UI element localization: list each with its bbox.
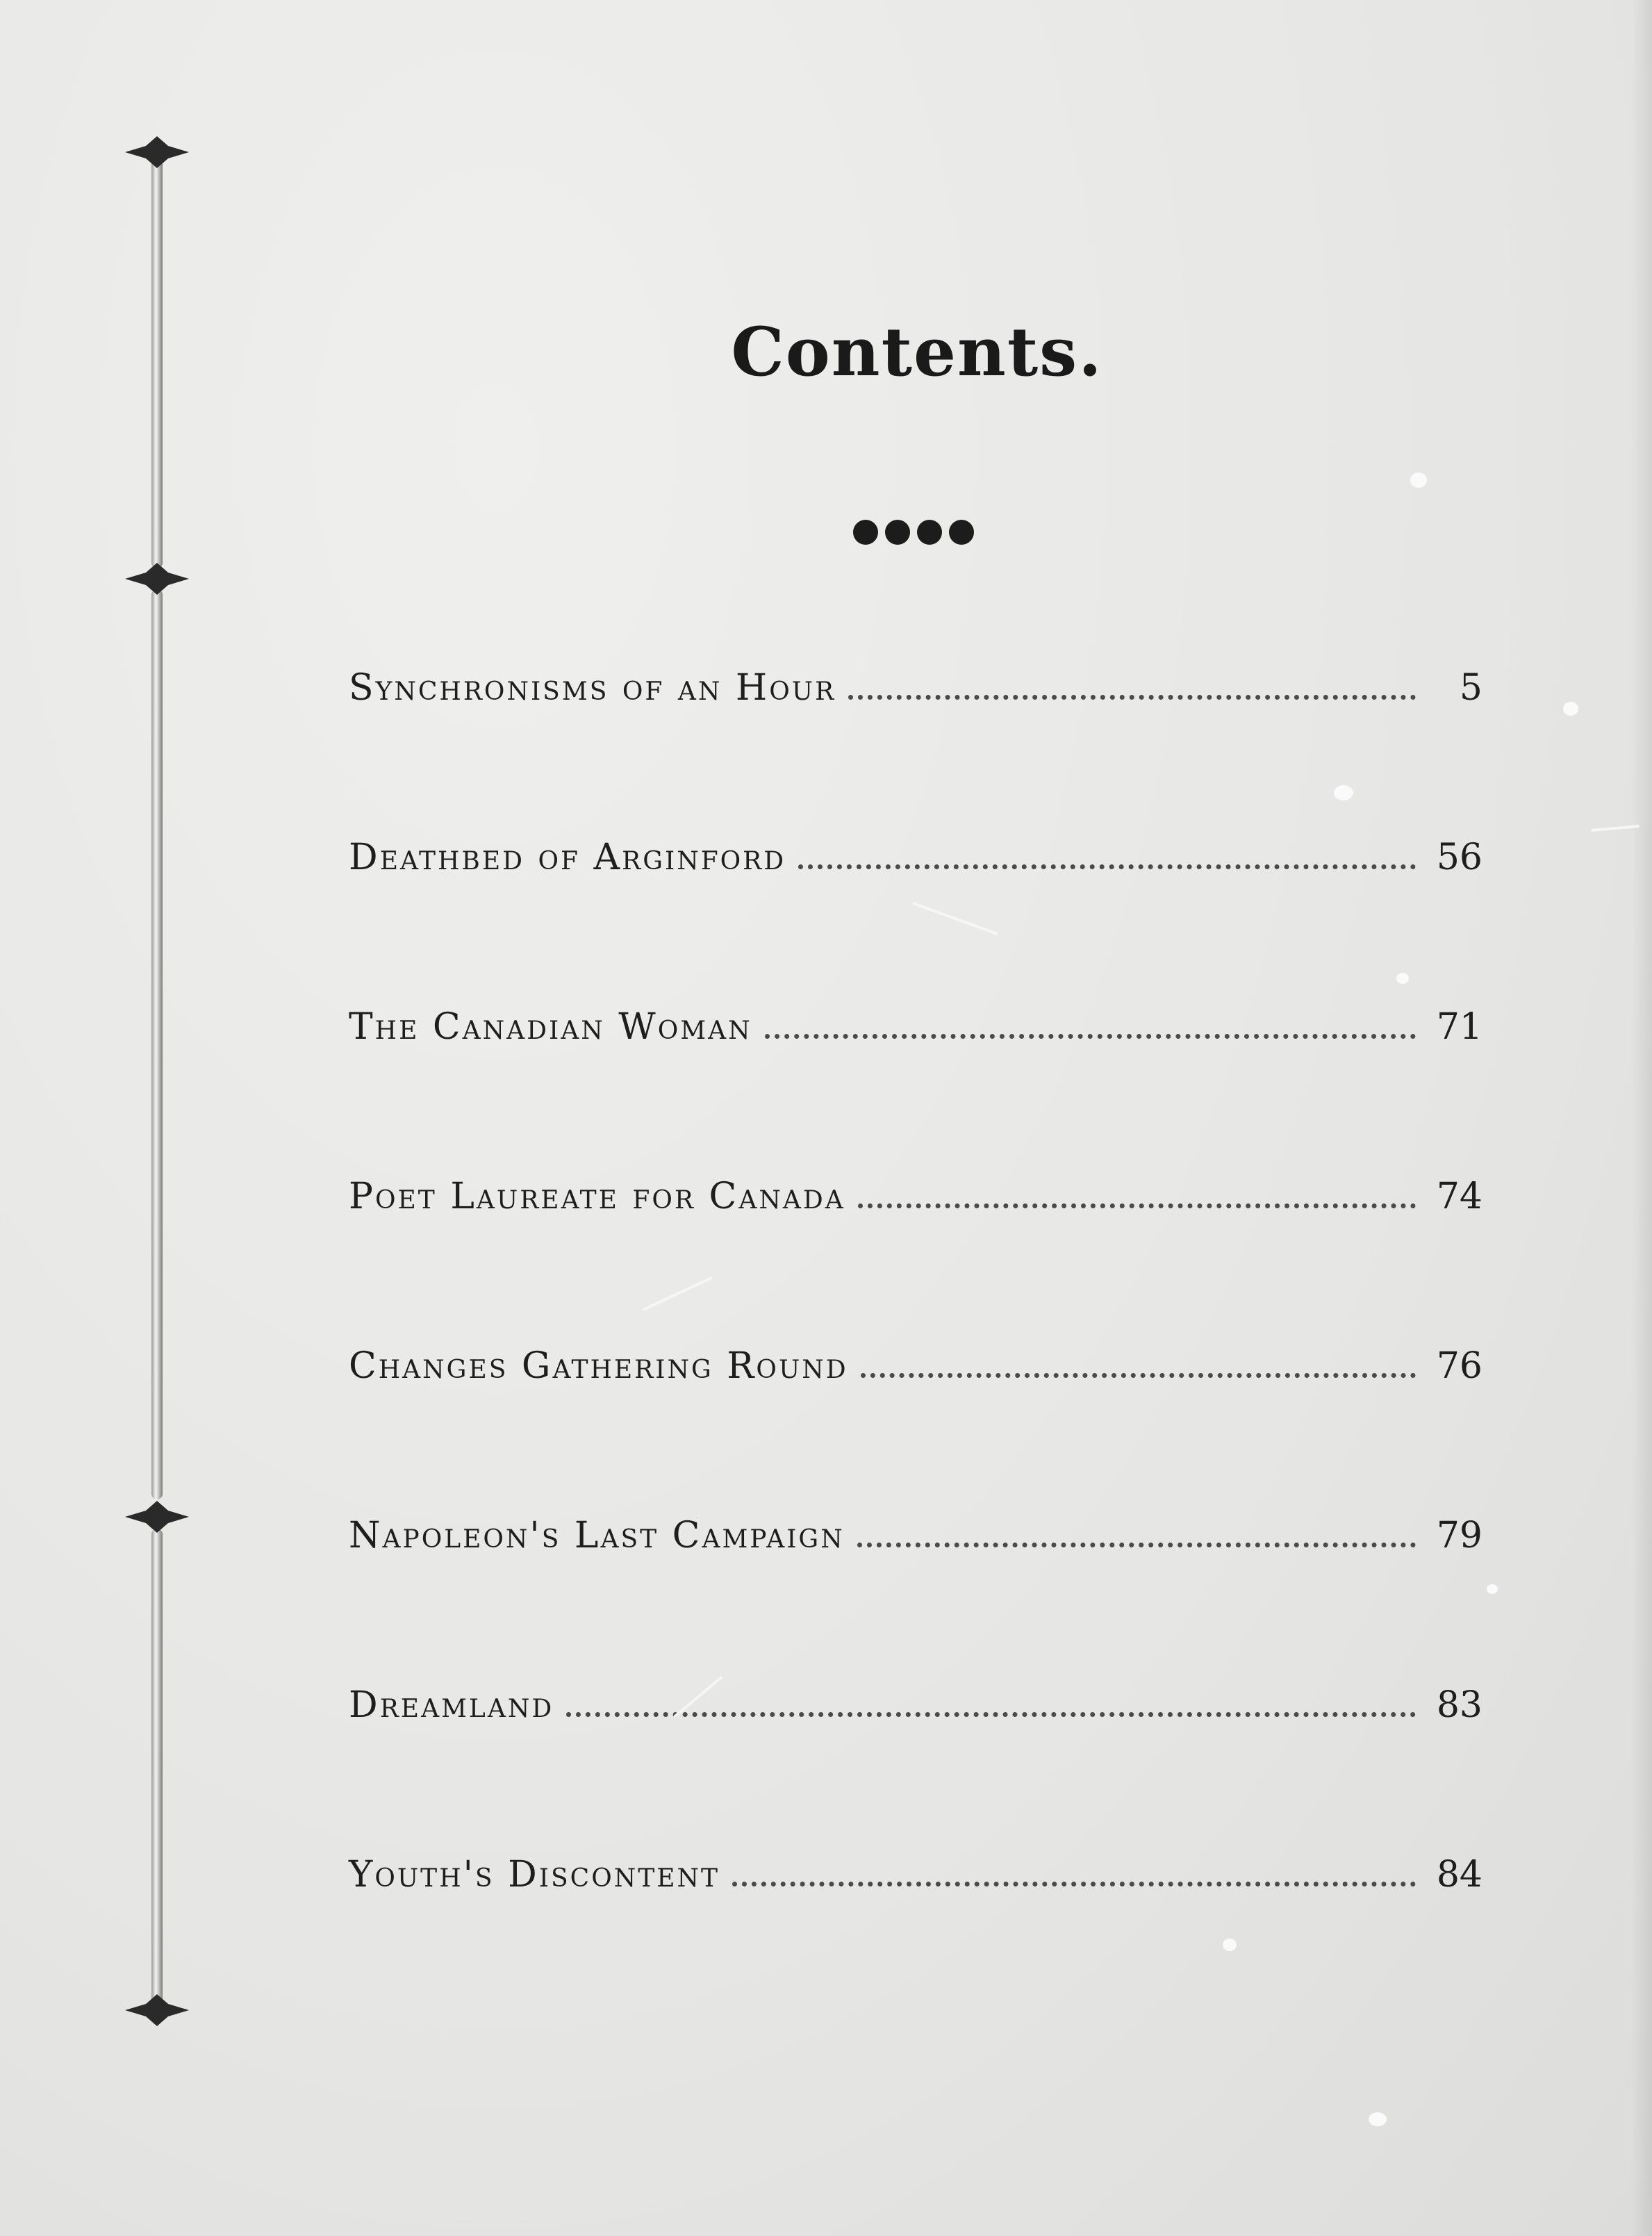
toc-entry: [349, 1006, 1482, 1062]
toc-entry-page: 76: [1436, 1345, 1482, 1387]
toc-entry: [349, 1176, 1482, 1231]
toc-entry-title: Changes Gathering Round: [349, 1345, 848, 1387]
toc-entry-title: Napoleon's Last Campaign: [349, 1515, 845, 1556]
toc-entry-page: 5: [1459, 667, 1482, 709]
dot-ornament-icon: [885, 520, 910, 545]
dot-ornament-icon: [949, 520, 974, 545]
paper-speck: [1369, 2112, 1387, 2126]
paper-scratch: [912, 902, 998, 935]
paper-scratch: [642, 1276, 712, 1311]
toc-entry-page: 84: [1436, 1854, 1482, 1896]
ornamental-dots: [853, 520, 978, 550]
dot-leader: [848, 695, 1416, 700]
toc-entry: [349, 1345, 1482, 1401]
dot-leader: [857, 1543, 1416, 1547]
dot-leader: [566, 1712, 1416, 1717]
toc-entry-title: Youth's Discontent: [349, 1854, 720, 1896]
dot-leader: [732, 1882, 1416, 1886]
toc-entry: [349, 667, 1482, 723]
dot-leader: [765, 1034, 1416, 1039]
paper-speck: [1334, 785, 1353, 800]
decorative-rule-segment: [151, 1529, 163, 2008]
dot-ornament-icon: [853, 520, 878, 545]
toc-entry-page: 79: [1436, 1515, 1482, 1556]
fleuron-ornament-icon: [125, 136, 189, 168]
toc-entry: [349, 837, 1482, 892]
page-title: Contents.: [731, 313, 1103, 391]
fleuron-ornament-icon: [125, 1994, 189, 2026]
paper-speck: [1487, 1584, 1498, 1594]
toc-entry-title: Synchronisms of an Hour: [349, 667, 836, 709]
dot-leader: [858, 1203, 1416, 1208]
toc-entry-title: The Canadian Woman: [349, 1006, 752, 1048]
paper-speck: [1410, 472, 1427, 488]
toc-entry: [349, 1515, 1482, 1570]
toc-entry: [349, 1684, 1482, 1740]
toc-entry-title: Deathbed of Arginford: [349, 837, 786, 878]
toc-entry-page: 83: [1436, 1684, 1482, 1726]
fleuron-ornament-icon: [125, 563, 189, 595]
toc-entry-page: 71: [1436, 1006, 1482, 1048]
toc-entry: [349, 1854, 1482, 1909]
dot-leader: [798, 864, 1416, 869]
dot-ornament-icon: [917, 520, 942, 545]
toc-entry-page: 56: [1436, 837, 1482, 878]
paper-speck: [1223, 1939, 1237, 1951]
toc-entry-page: 74: [1436, 1176, 1482, 1217]
dot-leader: [861, 1373, 1416, 1378]
fleuron-ornament-icon: [125, 1501, 189, 1533]
toc-entry-title: Dreamland: [349, 1684, 554, 1726]
paper-speck: [1563, 702, 1578, 716]
paper-speck: [1396, 973, 1409, 984]
toc-entry-title: Poet Laureate for Canada: [349, 1176, 845, 1217]
decorative-rule-segment: [151, 589, 163, 1499]
